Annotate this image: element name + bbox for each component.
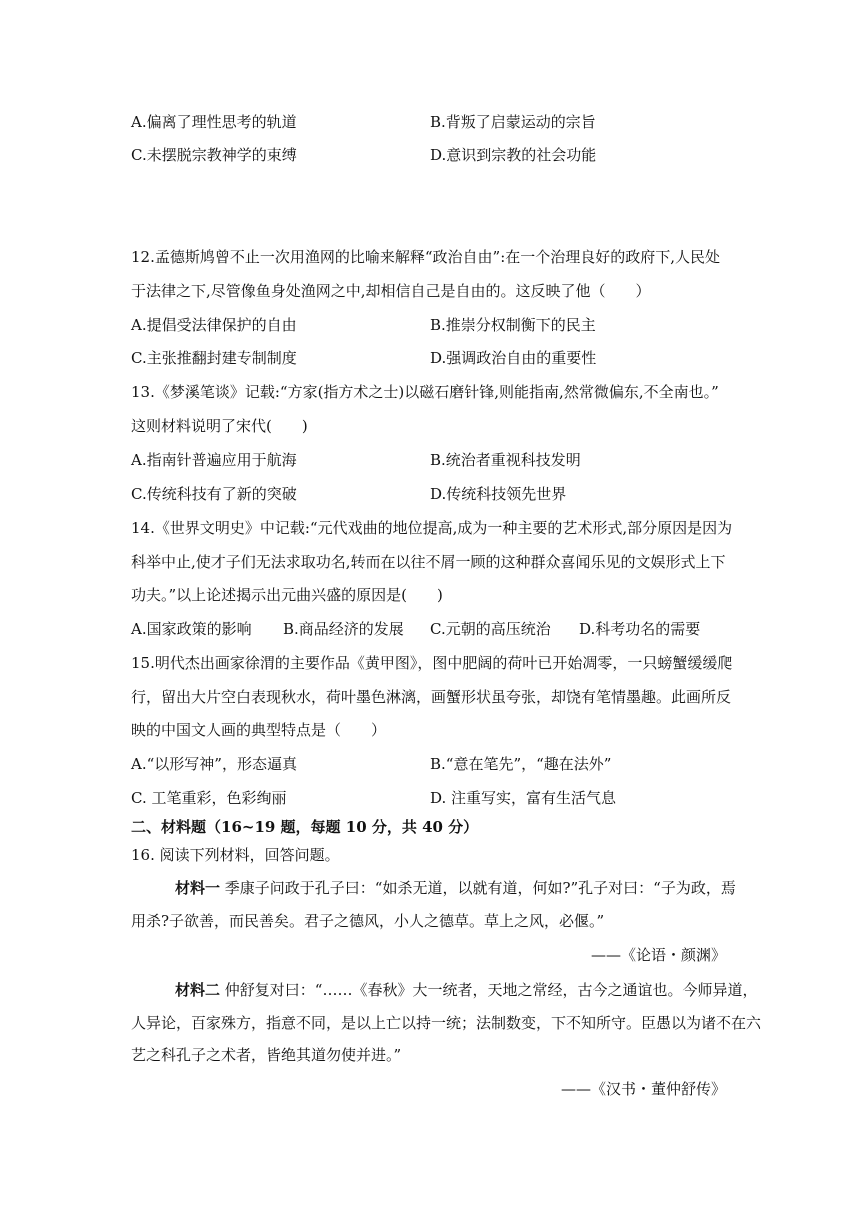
- q11-options-row-2: [131, 145, 731, 165]
- q11-option-d[interactable]: D.意识到宗教的社会功能: [430, 146, 597, 164]
- q12-options-row-1: [131, 315, 731, 335]
- q16-material-1-source: ——《论语・颜渊》: [590, 946, 726, 964]
- q13-option-a[interactable]: A.指南针普遍应用于航海: [131, 451, 297, 469]
- q16-material-1-line-2: 用杀?子欲善，而民善矣。君子之德风，小人之德草。草上之风，必偃。”: [131, 912, 605, 930]
- q16-material-1-text-1: 季康子问政于孔子曰：“如杀无道，以就有道，何如?”孔子对曰：“子为政，焉: [224, 879, 736, 897]
- q14-option-a[interactable]: A.国家政策的影响: [131, 620, 252, 638]
- q13-stem-line-2: 这则材料说明了宋代( ): [131, 417, 308, 435]
- q15-options-row-1: [131, 754, 731, 774]
- q15-option-a[interactable]: A.“以形写神”，形态逼真: [131, 755, 297, 773]
- q16-material-2-label: 材料二: [175, 981, 221, 999]
- q15-option-b[interactable]: B.“意在笔先”，“趣在法外”: [430, 755, 612, 773]
- q13-options-row-2: [131, 484, 731, 504]
- q12-option-a[interactable]: A.提倡受法律保护的自由: [131, 316, 297, 334]
- q15-stem-line-1: 15.明代杰出画家徐渭的主要作品《黄甲图》，图中肥阔的荷叶已开始凋零，一只螃蟹缓缓爬: [131, 654, 733, 672]
- q16-material-2-text-1: 仲舒复对曰：“……《春秋》大一统者，天地之常经，古今之通谊也。今师异道，: [224, 981, 758, 999]
- q13-option-b[interactable]: B.统治者重视科技发明: [430, 451, 581, 469]
- q12-stem-line-1: 12.孟德斯鸠曾不止一次用渔网的比喻来解释“政治自由”:在一个治理良好的政府下,人民处: [131, 248, 721, 266]
- q14-stem-line-2: 科举中止,使才子们无法求取功名,转而在以往不屑一顾的这种群众喜闻乐见的文娱形式上下: [131, 553, 726, 571]
- q12-option-b[interactable]: B.推崇分权制衡下的民主: [430, 316, 596, 334]
- q14-option-d[interactable]: D.科考功名的需要: [579, 620, 701, 638]
- q16-material-2-line-3: 艺之科孔子之术者，皆绝其道勿使并进。”: [131, 1046, 402, 1064]
- q11-option-a[interactable]: A.偏离了理性思考的轨道: [131, 113, 297, 131]
- q11-option-c[interactable]: C.未摆脱宗教神学的束缚: [131, 146, 297, 164]
- q12-option-c[interactable]: C.主张推翻封建专制制度: [131, 349, 297, 367]
- q16-stem: 16. 阅读下列材料，回答问题。: [131, 846, 340, 864]
- q13-option-c[interactable]: C.传统科技有了新的突破: [131, 485, 297, 503]
- q15-stem-line-2: 行，留出大片空白表现秋水，荷叶墨色淋漓，画蟹形状虽夸张，却饶有笔情墨趣。此画所反: [131, 688, 732, 706]
- q16-material-2-source: ——《汉书・董仲舒传》: [560, 1080, 726, 1098]
- q15-stem-line-3: 映的中国文人画的典型特点是（ ）: [131, 721, 387, 739]
- q13-stem-line-1: 13.《梦溪笔谈》记载:“方家(指方术之士)以磁石磨针锋,则能指南,然常微偏东,不全南也。”: [131, 383, 719, 401]
- q12-stem-line-2: 于法律之下,尽管像鱼身处渔网之中,却相信自己是自由的。这反映了他（ ）: [131, 282, 651, 300]
- q11-options-row-1: [131, 112, 731, 132]
- q15-options-row-2: [131, 788, 731, 808]
- q15-option-d[interactable]: D. 注重写实，富有生活气息: [430, 789, 617, 807]
- q16-material-1-line-1: [175, 878, 770, 898]
- q16-material-1-label: 材料一: [175, 879, 221, 897]
- q13-option-d[interactable]: D.传统科技领先世界: [430, 485, 567, 503]
- q14-stem-line-1: 14.《世界文明史》中记载:“元代戏曲的地位提高,成为一种主要的艺术形式,部分原因是因为: [131, 519, 733, 537]
- q14-options-row: [131, 619, 731, 639]
- q14-stem-line-3: 功夫。”以上论述揭示出元曲兴盛的原因是( ): [131, 586, 443, 604]
- q13-options-row-1: [131, 450, 731, 470]
- q12-options-row-2: [131, 348, 731, 368]
- q14-option-c[interactable]: C.元朝的高压统治: [430, 620, 551, 638]
- q16-material-2-line-1: [175, 980, 770, 1000]
- q14-option-b[interactable]: B.商品经济的发展: [283, 620, 404, 638]
- q16-material-2-line-2: 人异论，百家殊方，指意不同，是以上亡以持一统；法制数变，下不知所守。臣愚以为诸不在六: [131, 1014, 762, 1032]
- q11-option-b[interactable]: B.背叛了启蒙运动的宗旨: [430, 113, 596, 131]
- section-2-title: 二、材料题（16~19 题，每题 10 分，共 40 分）: [131, 818, 479, 836]
- q15-option-c[interactable]: C. 工笔重彩，色彩绚丽: [131, 789, 287, 807]
- q12-option-d[interactable]: D.强调政治自由的重要性: [430, 349, 597, 367]
